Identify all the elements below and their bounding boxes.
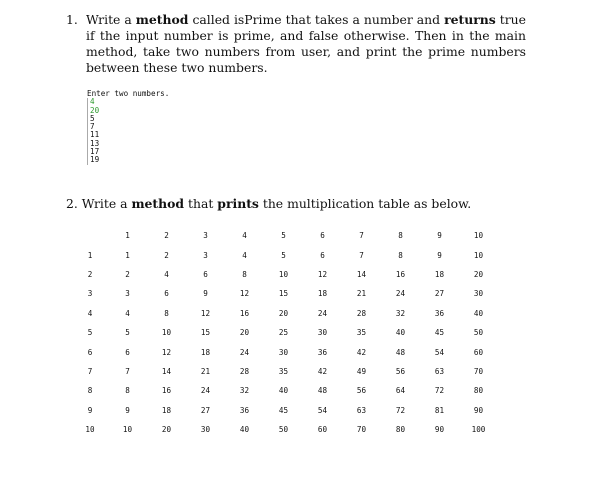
table-cell: 35 bbox=[278, 366, 289, 376]
table-cell: 56 bbox=[356, 386, 367, 396]
question1-text-part: returns bbox=[444, 12, 496, 27]
table-cell: 12 bbox=[200, 308, 211, 318]
question1-text-part: Write a bbox=[86, 12, 136, 27]
table-cell: 27 bbox=[200, 405, 211, 415]
table-cell: 9 bbox=[437, 231, 442, 241]
table-cell: 10 bbox=[85, 425, 95, 435]
table-cell: 24 bbox=[200, 386, 211, 396]
table-cell: 2 bbox=[164, 250, 169, 260]
table-row bbox=[72, 342, 498, 361]
table-cell: 50 bbox=[473, 328, 484, 338]
table-cell: 20 bbox=[161, 425, 172, 435]
table-cell: 12 bbox=[239, 289, 250, 299]
table-cell: 6 bbox=[203, 269, 208, 279]
table-cell: 10 bbox=[278, 269, 289, 279]
table-cell: 36 bbox=[317, 347, 328, 357]
table-cell: 45 bbox=[434, 328, 445, 338]
table-cell: 6 bbox=[125, 347, 130, 357]
table-row bbox=[72, 265, 498, 284]
question-2-text bbox=[82, 196, 471, 211]
table-cell: 64 bbox=[395, 386, 406, 396]
table-cell: 16 bbox=[239, 308, 250, 318]
table-cell: 30 bbox=[317, 328, 328, 338]
table-cell: 3 bbox=[125, 289, 130, 299]
table-cell: 90 bbox=[434, 425, 445, 435]
table-row bbox=[72, 381, 498, 400]
question2-text-part: that bbox=[184, 196, 218, 211]
table-cell: 63 bbox=[356, 405, 367, 415]
table-cell: 28 bbox=[356, 308, 367, 318]
table-cell: 16 bbox=[395, 269, 406, 279]
table-cell: 32 bbox=[239, 386, 250, 396]
console-input-line: 4 bbox=[90, 97, 95, 107]
multiplication-table bbox=[72, 226, 498, 439]
table-cell: 49 bbox=[356, 366, 367, 376]
table-cell: 5 bbox=[281, 231, 286, 241]
question-2-number: 2. bbox=[66, 196, 78, 211]
table-cell: 20 bbox=[278, 308, 289, 318]
table-row bbox=[72, 401, 498, 420]
table-cell: 18 bbox=[434, 269, 445, 279]
table-cell: 7 bbox=[359, 250, 364, 260]
table-cell: 9 bbox=[87, 405, 93, 415]
table-row bbox=[72, 304, 498, 323]
console-output-line: 13 bbox=[90, 138, 100, 148]
question2-text-part: prints bbox=[217, 196, 259, 211]
table-cell: 21 bbox=[200, 366, 211, 376]
table-cell: 3 bbox=[203, 250, 208, 260]
table-cell: 40 bbox=[239, 425, 250, 435]
console-prompt: Enter two numbers. bbox=[87, 89, 170, 98]
question-2 bbox=[66, 196, 471, 212]
table-cell: 8 bbox=[398, 250, 403, 260]
table-cell: 14 bbox=[356, 269, 367, 279]
console-output-line: 19 bbox=[90, 155, 100, 165]
table-cell: 16 bbox=[161, 386, 172, 396]
table-cell: 36 bbox=[239, 405, 250, 415]
table-cell: 32 bbox=[395, 308, 406, 318]
table-row bbox=[72, 245, 498, 264]
table-cell: 56 bbox=[395, 366, 406, 376]
table-cell: 4 bbox=[242, 231, 247, 241]
table-cell: 9 bbox=[125, 405, 130, 415]
question1-text-part: true if the input number is prime, and false otherwise. Then in the main method, take two numbers from user, and print the prime numbers between these two numbers. bbox=[86, 12, 526, 75]
table-cell: 8 bbox=[164, 308, 169, 318]
question2-text-part: the multiplication table as below. bbox=[258, 196, 472, 211]
table-cell: 7 bbox=[359, 231, 364, 241]
table-cell: 10 bbox=[473, 250, 484, 260]
console-input-line: 20 bbox=[90, 105, 100, 115]
table-cell: 4 bbox=[87, 308, 93, 318]
table-cell: 9 bbox=[437, 250, 442, 260]
table-cell: 8 bbox=[398, 231, 403, 241]
table-cell: 42 bbox=[317, 366, 328, 376]
table-cell: 24 bbox=[395, 289, 406, 299]
table-cell: 6 bbox=[320, 250, 325, 260]
table-cell: 4 bbox=[242, 250, 247, 260]
table-cell: 9 bbox=[203, 289, 208, 299]
table-cell: 3 bbox=[87, 289, 93, 299]
table-cell: 14 bbox=[161, 366, 172, 376]
table-cell: 40 bbox=[278, 386, 289, 396]
table-cell: 18 bbox=[200, 347, 211, 357]
table-row bbox=[72, 420, 498, 439]
table-cell: 80 bbox=[473, 386, 484, 396]
table-cell bbox=[72, 226, 108, 245]
table-cell: 27 bbox=[434, 289, 445, 299]
table-cell: 12 bbox=[161, 347, 172, 357]
question1-text-part: method bbox=[135, 12, 189, 27]
question-1-text bbox=[86, 12, 526, 76]
table-cell: 40 bbox=[473, 308, 484, 318]
table-cell: 72 bbox=[434, 386, 445, 396]
table-header-row bbox=[72, 226, 498, 245]
table-cell: 81 bbox=[434, 405, 445, 415]
table-cell: 8 bbox=[125, 386, 130, 396]
table-cell: 30 bbox=[278, 347, 289, 357]
table-cell: 1 bbox=[125, 231, 130, 241]
table-cell: 3 bbox=[203, 231, 208, 241]
table-cell: 48 bbox=[395, 347, 406, 357]
question2-text-part: method bbox=[131, 196, 185, 211]
question1-text-part: called isPrime that takes a number and bbox=[188, 12, 445, 27]
table-cell: 10 bbox=[473, 231, 484, 241]
table-cell: 1 bbox=[87, 250, 93, 260]
table-cell: 30 bbox=[200, 425, 211, 435]
table-cell: 70 bbox=[356, 425, 367, 435]
table-cell: 50 bbox=[278, 425, 289, 435]
table-cell: 4 bbox=[125, 308, 130, 318]
table-cell: 90 bbox=[473, 405, 484, 415]
table-cell: 24 bbox=[317, 308, 328, 318]
console-values bbox=[87, 98, 187, 164]
table-cell: 54 bbox=[434, 347, 445, 357]
table-cell: 10 bbox=[122, 425, 133, 435]
table-cell: 40 bbox=[395, 328, 406, 338]
console-output-line: 17 bbox=[90, 147, 100, 157]
table-cell: 6 bbox=[164, 289, 169, 299]
table-cell: 36 bbox=[434, 308, 445, 318]
table-cell: 2 bbox=[87, 269, 93, 279]
table-cell: 18 bbox=[317, 289, 328, 299]
table-cell: 30 bbox=[473, 289, 484, 299]
table-cell: 7 bbox=[125, 366, 130, 376]
table-cell: 72 bbox=[395, 405, 406, 415]
table-cell: 60 bbox=[317, 425, 328, 435]
question-1-number: 1. bbox=[66, 12, 78, 27]
table-cell: 20 bbox=[473, 269, 484, 279]
table-cell: 10 bbox=[161, 328, 172, 338]
table-cell: 2 bbox=[125, 269, 130, 279]
table-cell: 45 bbox=[278, 405, 289, 415]
table-cell: 12 bbox=[317, 269, 328, 279]
table-row bbox=[72, 284, 498, 303]
table-row bbox=[72, 323, 498, 342]
table-cell: 15 bbox=[200, 328, 211, 338]
table-cell: 21 bbox=[356, 289, 367, 299]
question-1 bbox=[66, 12, 526, 76]
table-cell: 4 bbox=[164, 269, 169, 279]
table-cell: 70 bbox=[473, 366, 484, 376]
table-cell: 54 bbox=[317, 405, 328, 415]
table-cell: 7 bbox=[87, 366, 93, 376]
table-cell: 1 bbox=[125, 250, 130, 260]
table-cell: 6 bbox=[320, 231, 325, 241]
table-cell: 28 bbox=[239, 366, 250, 376]
table-cell: 5 bbox=[125, 328, 130, 338]
table-cell: 80 bbox=[395, 425, 406, 435]
table-cell: 63 bbox=[434, 366, 445, 376]
table-cell: 42 bbox=[356, 347, 367, 357]
console-output-line: 5 bbox=[90, 113, 95, 123]
table-cell: 18 bbox=[161, 405, 172, 415]
table-cell: 2 bbox=[164, 231, 169, 241]
table-row bbox=[72, 362, 498, 381]
table-cell: 5 bbox=[87, 328, 93, 338]
table-cell: 15 bbox=[278, 289, 289, 299]
console-output-line: 7 bbox=[90, 122, 95, 132]
table-cell: 20 bbox=[239, 328, 250, 338]
table-cell: 48 bbox=[317, 386, 328, 396]
question2-text-part: Write a bbox=[81, 196, 132, 211]
table-cell: 35 bbox=[356, 328, 367, 338]
console-output-line: 11 bbox=[90, 130, 100, 140]
table-cell: 25 bbox=[278, 328, 289, 338]
table-cell: 24 bbox=[239, 347, 250, 357]
table-cell: 6 bbox=[87, 347, 93, 357]
console-output bbox=[87, 90, 187, 165]
table-cell: 60 bbox=[473, 347, 484, 357]
table-cell: 8 bbox=[87, 386, 93, 396]
table-cell: 100 bbox=[471, 425, 486, 435]
table-cell: 8 bbox=[242, 269, 247, 279]
table-cell: 5 bbox=[281, 250, 286, 260]
